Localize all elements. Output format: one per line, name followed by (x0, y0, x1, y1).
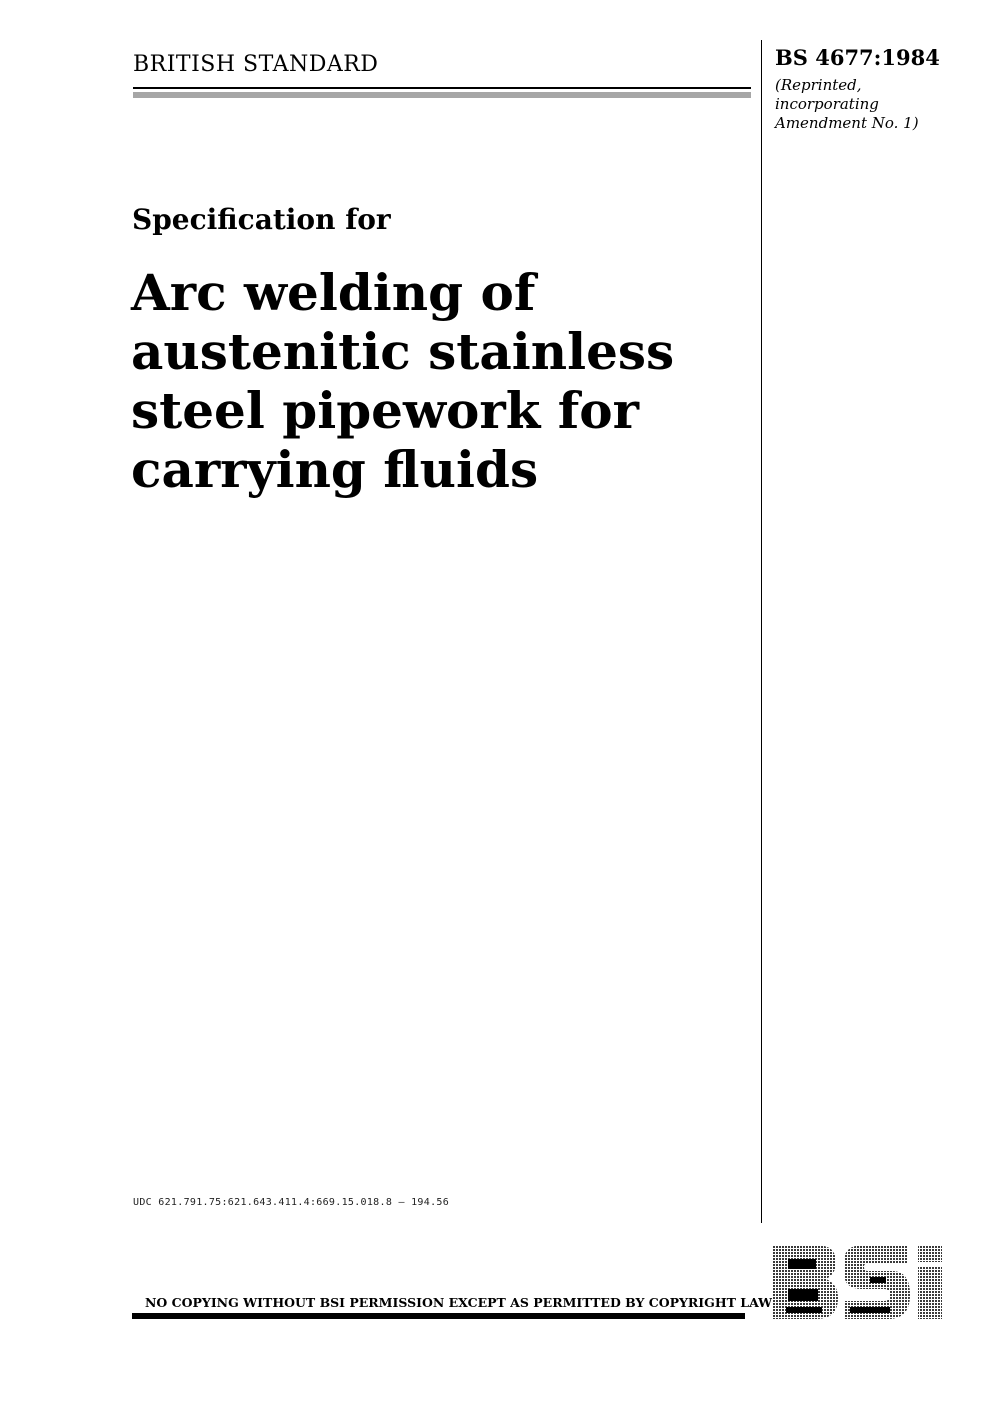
title-line: Arc welding of (131, 263, 536, 322)
document-title (131, 263, 741, 499)
column-divider (761, 40, 762, 1223)
title-prefix: Specification for (132, 203, 391, 236)
bsi-logo (770, 1243, 945, 1321)
copyright-notice: NO COPYING WITHOUT BSI PERMISSION EXCEPT AS PERMITTED BY COPYRIGHT LAW (145, 1295, 773, 1310)
header-rule-gray (133, 92, 751, 98)
header-rule (133, 87, 751, 89)
reprint-note-line: (Reprinted, (775, 76, 862, 94)
reprint-note-line: Amendment No. 1) (775, 114, 919, 132)
standard-number: BS 4677:1984 (775, 45, 940, 70)
title-line: carrying fluids (131, 440, 539, 499)
title-line: steel pipework for (131, 381, 639, 440)
title-line: austenitic stainless (131, 322, 675, 381)
udc-classification: UDC 621.791.75:621.643.411.4:669.15.018.8 – 194.56 (133, 1197, 450, 1208)
document-type-label: BRITISH STANDARD (133, 52, 379, 77)
reprint-note (775, 76, 985, 133)
footer-rule (132, 1313, 745, 1319)
reprint-note-line: incorporating (775, 95, 879, 113)
